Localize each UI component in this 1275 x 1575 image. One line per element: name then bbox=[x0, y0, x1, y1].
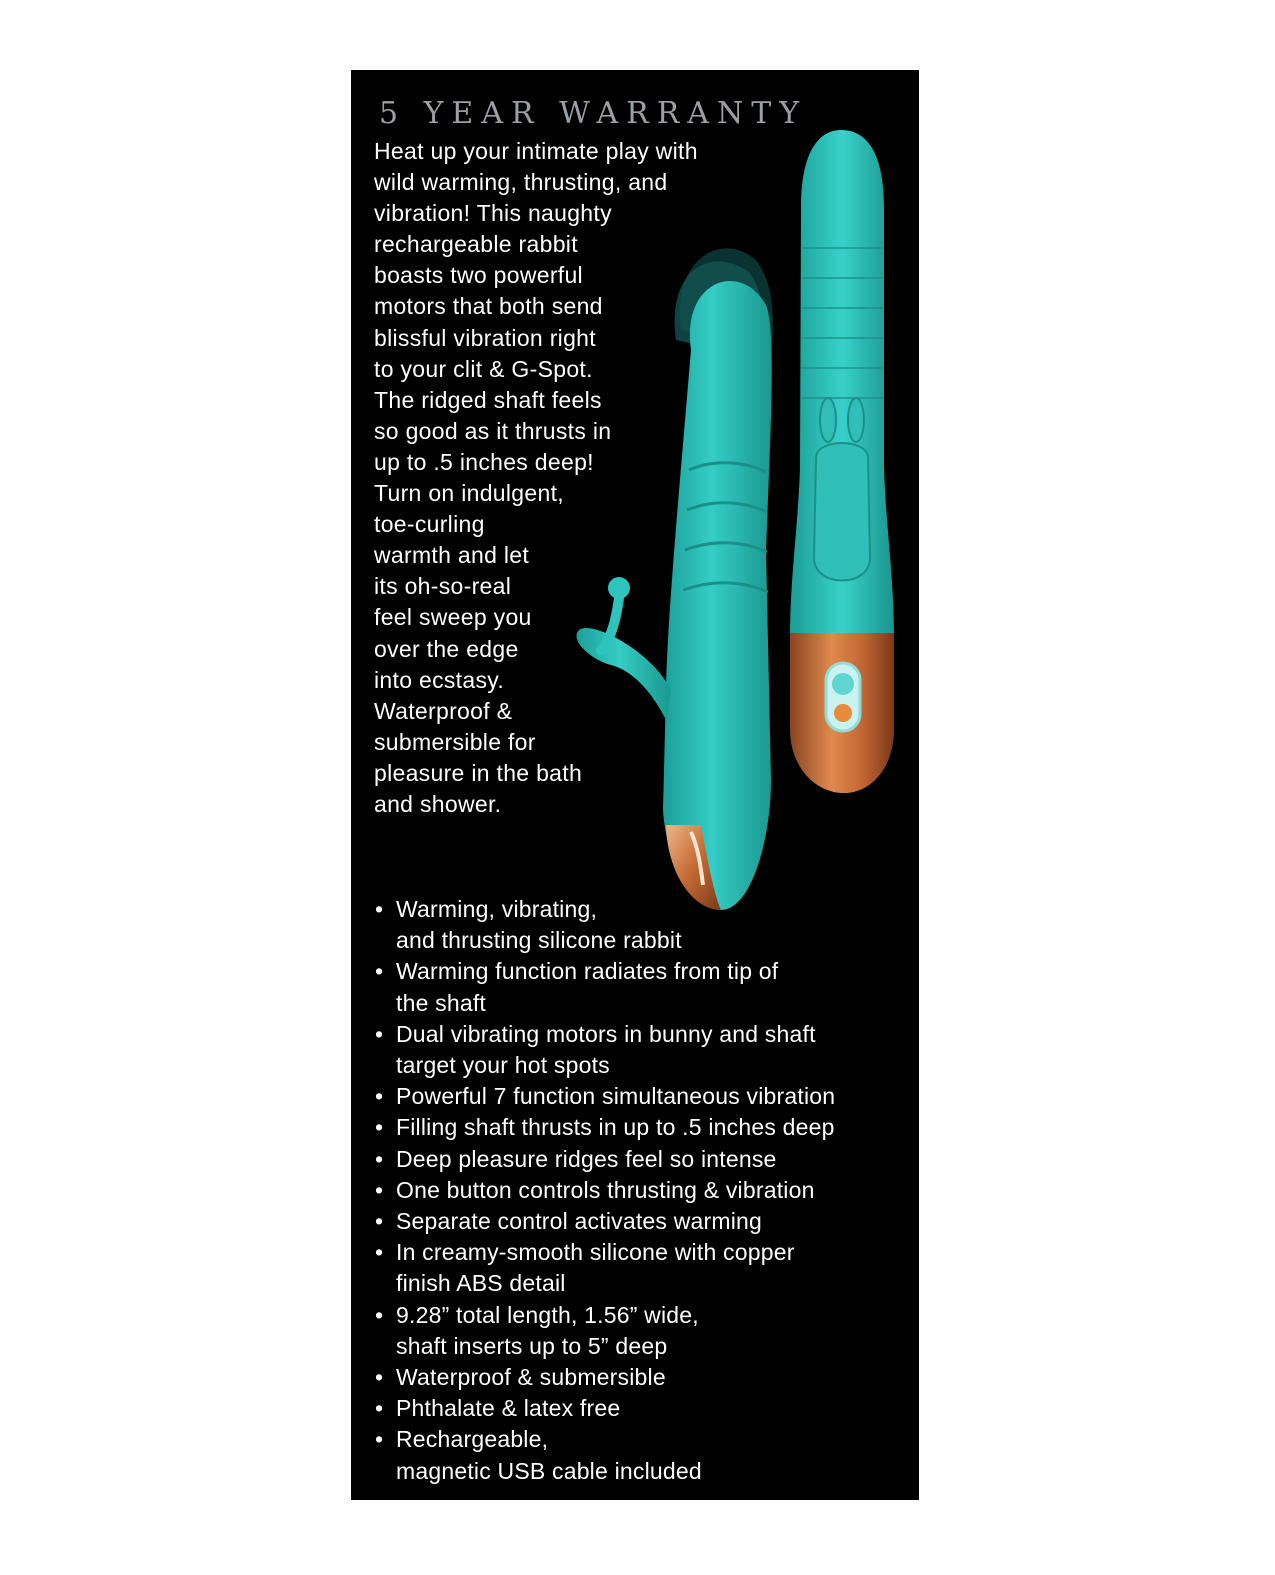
intro-line: and shower. bbox=[374, 790, 502, 817]
feature-item bbox=[375, 956, 915, 1018]
intro-line: Waterproof & bbox=[374, 697, 513, 724]
intro-line: Turn on indulgent, bbox=[374, 480, 564, 507]
feature-text: Filling shaft thrusts in up to .5 inches deep bbox=[396, 1114, 835, 1141]
intro-line: submersible for bbox=[374, 728, 536, 755]
bullet-icon: • bbox=[375, 1239, 384, 1266]
feature-item bbox=[375, 1019, 915, 1081]
bullet-icon: • bbox=[375, 896, 384, 922]
bullet-icon: • bbox=[375, 1145, 384, 1172]
feature-text: the shaft bbox=[396, 989, 487, 1016]
feature-list bbox=[375, 894, 915, 1487]
intro-line: so good as it thrusts in bbox=[374, 417, 612, 444]
feature-item bbox=[375, 1112, 915, 1143]
feature-item bbox=[375, 1144, 915, 1175]
intro-line: to your clit & G-Spot. bbox=[374, 355, 593, 382]
feature-text: Dual vibrating motors in bunny and shaft bbox=[396, 1020, 816, 1047]
product-front-view-image bbox=[786, 128, 906, 808]
intro-line: boasts two powerful bbox=[374, 262, 583, 289]
intro-line: warmth and let bbox=[374, 542, 530, 569]
bullet-icon: • bbox=[375, 1364, 384, 1391]
feature-item bbox=[375, 1393, 915, 1424]
bullet-icon: • bbox=[375, 1176, 384, 1203]
feature-text: target your hot spots bbox=[396, 1052, 610, 1079]
bullet-icon: • bbox=[375, 1114, 384, 1141]
intro-line: into ecstasy. bbox=[374, 666, 505, 693]
feature-text: Waterproof & submersible bbox=[396, 1364, 666, 1391]
feature-text: shaft inserts up to 5” deep bbox=[396, 1332, 668, 1359]
feature-text: and thrusting silicone rabbit bbox=[396, 927, 682, 954]
feature-text: magnetic USB cable included bbox=[396, 1457, 702, 1484]
bullet-icon: • bbox=[375, 1395, 384, 1422]
intro-line: Heat up your intimate play with bbox=[374, 138, 698, 164]
intro-line: its oh-so-real bbox=[374, 573, 512, 600]
intro-line: toe-curling bbox=[374, 511, 485, 538]
bullet-icon: • bbox=[375, 1083, 384, 1110]
intro-line: feel sweep you bbox=[374, 604, 532, 631]
intro-line: rechargeable rabbit bbox=[374, 231, 578, 258]
feature-item bbox=[375, 1081, 915, 1112]
feature-text: Deep pleasure ridges feel so intense bbox=[396, 1145, 777, 1172]
feature-text: Powerful 7 function simultaneous vibration bbox=[396, 1083, 836, 1110]
intro-line: over the edge bbox=[374, 635, 519, 662]
feature-text: finish ABS detail bbox=[396, 1270, 566, 1297]
intro-line: vibration! This naughty bbox=[374, 200, 612, 227]
bullet-icon: • bbox=[375, 1208, 384, 1235]
product-info-panel bbox=[351, 70, 919, 1500]
intro-line: motors that both send bbox=[374, 293, 603, 320]
intro-line: up to .5 inches deep! bbox=[374, 448, 594, 475]
feature-text: Phthalate & latex free bbox=[396, 1395, 621, 1422]
feature-text: Warming function radiates from tip of bbox=[396, 958, 779, 985]
intro-line: wild warming, thrusting, and bbox=[374, 169, 668, 196]
feature-item bbox=[375, 1206, 915, 1237]
feature-item bbox=[375, 1362, 915, 1393]
feature-text: Separate control activates warming bbox=[396, 1208, 763, 1235]
feature-text: Rechargeable, bbox=[396, 1426, 549, 1453]
feature-text: One button controls thrusting & vibration bbox=[396, 1176, 815, 1203]
intro-line: pleasure in the bath bbox=[374, 759, 583, 786]
intro-line: The ridged shaft feels bbox=[374, 386, 602, 413]
feature-item bbox=[375, 1300, 915, 1362]
bullet-icon: • bbox=[375, 1020, 384, 1047]
feature-item bbox=[375, 1424, 915, 1486]
bullet-icon: • bbox=[375, 958, 384, 985]
feature-item bbox=[375, 894, 915, 956]
warranty-heading: 5 YEAR WARRANTY bbox=[379, 96, 808, 131]
bullet-icon: • bbox=[375, 1426, 384, 1453]
feature-text: Warming, vibrating, bbox=[396, 896, 598, 922]
feature-item bbox=[375, 1237, 915, 1299]
intro-paragraph bbox=[374, 136, 794, 820]
feature-item bbox=[375, 1175, 915, 1206]
bullet-icon: • bbox=[375, 1301, 384, 1328]
feature-text: 9.28” total length, 1.56” wide, bbox=[396, 1301, 699, 1328]
feature-text: In creamy-smooth silicone with copper bbox=[396, 1239, 795, 1266]
intro-line: blissful vibration right bbox=[374, 324, 596, 351]
